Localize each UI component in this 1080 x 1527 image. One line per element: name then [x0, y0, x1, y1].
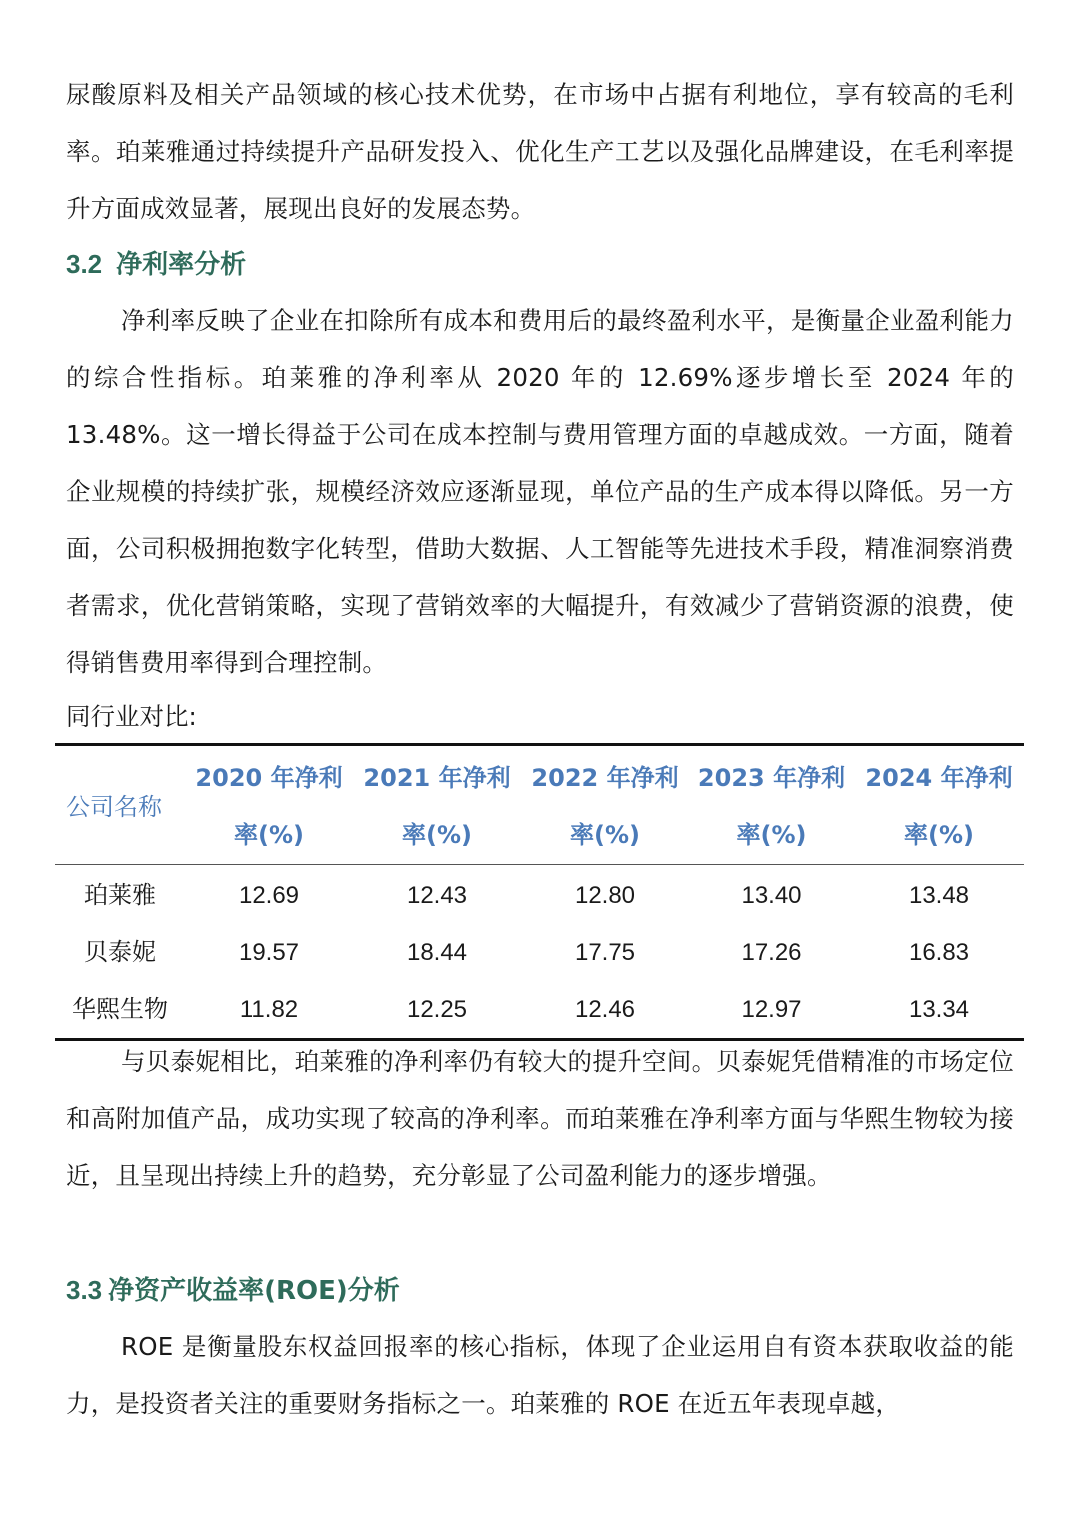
- header-2022: [521, 745, 689, 865]
- value-cell: 12.25: [406, 996, 468, 1023]
- header-line2: 率(%): [402, 821, 472, 849]
- paragraph-roe-analysis: ROE 是衡量股东权益回报率的核心指标，体现了企业运用自有资本获取收益的能力，是投资者关注的重要财务指标之一。珀莱雅的 ROE 在近五年表现卓越，: [66, 1332, 1014, 1418]
- paragraph-net-margin-analysis: 净利率反映了企业在扣除所有成本和费用后的最终盈利水平，是衡量企业盈利能力的综合性指标。珀莱雅的净利率从 2020 年的 12.69%逐步增长至 2024 年的 13.48%。这一增长得益于公司在成本控制与费用管理方面的卓越成效。一方面，随着企业规模的持续扩张，规模经济效应逐渐显现，单位产品的生产成本得以降低。另一方面，公司积极拥抱数字化转型，借助大数据、人工智能等先进技术手段，精准洞察消费者需求，优化营销策略，实现了营销效率的大幅提升，有效减少了营销资源的浪费，使得销售费用率得到合理控制。: [66, 306, 1014, 677]
- header-line1: 2020 年净利: [195, 764, 343, 792]
- header-company-name: 公司名称: [66, 792, 162, 821]
- value-cell: 17.75: [574, 939, 636, 966]
- peer-comparison-label: 同行业对比:: [66, 702, 197, 731]
- header-line2: 率(%): [904, 821, 974, 849]
- value-cell: 12.80: [574, 882, 636, 909]
- header-line1: 2021 年净利: [363, 764, 511, 792]
- section-number: 3.3: [66, 1275, 103, 1305]
- header-2021: [353, 745, 521, 865]
- value-cell: 12.43: [406, 882, 468, 909]
- section-title: 净利率分析: [116, 250, 247, 280]
- value-cell: 12.46: [574, 996, 636, 1023]
- header-line2: 率(%): [234, 821, 304, 849]
- table-row: [55, 924, 1024, 981]
- header-2020: [185, 745, 353, 865]
- section-number: 3.2: [66, 249, 103, 279]
- table-row: [55, 865, 1024, 925]
- paragraph-gross-margin-tail: 尿酸原料及相关产品领域的核心技术优势，在市场中占据有利地位，享有较高的毛利率。珀莱雅通过持续提升产品研发投入、优化生产工艺以及强化品牌建设，在毛利率提升方面成效显著，展现出良好的发展态势。: [66, 80, 1014, 223]
- header-2023: [689, 745, 854, 865]
- value-cell: 12.69: [238, 882, 300, 909]
- section-heading-3-2: [66, 244, 246, 285]
- net-margin-comparison-table: [55, 743, 1024, 1041]
- header-line2: 率(%): [570, 821, 640, 849]
- section-heading-3-3: [66, 1270, 400, 1311]
- value-cell: 16.83: [908, 939, 970, 966]
- header-line1: 2024 年净利: [865, 764, 1013, 792]
- company-name-cell: 珀莱雅: [84, 881, 156, 909]
- value-cell: 13.40: [741, 882, 802, 909]
- value-cell: 13.48: [908, 882, 970, 909]
- header-line1: 2023 年净利: [697, 764, 846, 792]
- company-name-cell: 华熙生物: [72, 995, 168, 1023]
- header-line1: 2022 年净利: [531, 764, 679, 792]
- section-title: 净资产收益率(ROE)分析: [108, 1276, 400, 1306]
- table-header-row: [55, 745, 1024, 865]
- header-2024: [854, 745, 1024, 865]
- table-row: [55, 981, 1024, 1040]
- value-cell: 19.57: [238, 939, 300, 966]
- paragraph-peer-comparison: 与贝泰妮相比，珀莱雅的净利率仍有较大的提升空间。贝泰妮凭借精准的市场定位和高附加值产品，成功实现了较高的净利率。而珀莱雅在净利率方面与华熙生物较为接近，且呈现出持续上升的趋势，充分彰显了公司盈利能力的逐步增强。: [66, 1047, 1014, 1190]
- value-cell: 17.26: [741, 939, 802, 966]
- company-name-cell: 贝泰妮: [84, 938, 156, 966]
- value-cell: 12.97: [741, 996, 802, 1023]
- value-cell: 11.82: [239, 996, 299, 1023]
- value-cell: 13.34: [908, 996, 970, 1023]
- value-cell: 18.44: [406, 939, 468, 966]
- header-line2: 率(%): [736, 821, 807, 849]
